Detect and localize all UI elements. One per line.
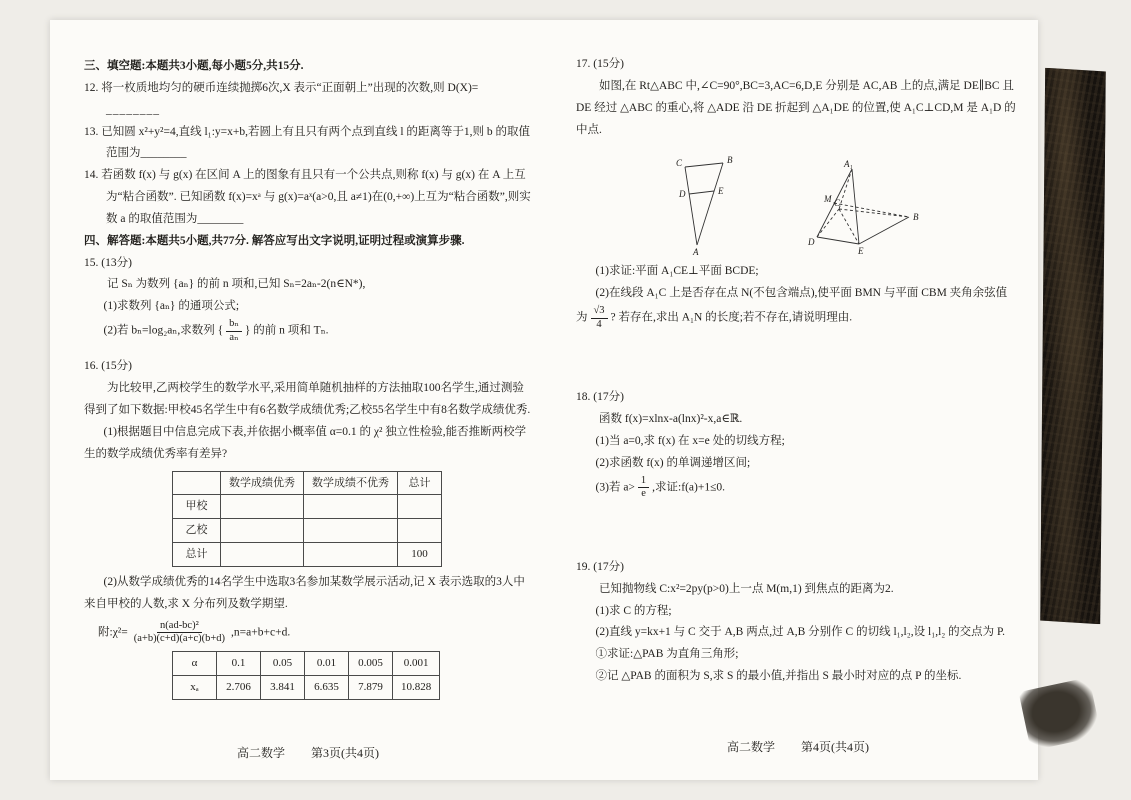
- table-cell: 乙校: [173, 519, 221, 543]
- question-16-part1: (1)根据题目中信息完成下表,并依据小概率值 α=0.1 的 χ² 独立性检验,能否推断两校学生的数学成绩优秀率有差异?: [84, 425, 527, 460]
- fraction-denominator: (a+b)(c+d)(a+c)(b+d): [133, 633, 226, 645]
- question-15-part1: (1)求数列 {aₙ} 的通项公式;: [103, 300, 240, 313]
- table-header-row: [173, 471, 442, 495]
- table-cell: [398, 519, 442, 543]
- page-4-footer: [576, 738, 1020, 755]
- question-15-intro: 记 Sₙ 为数列 {aₙ} 的前 n 项和,已知 Sₙ=2aₙ-2(n∈N*),: [107, 278, 366, 291]
- label-M: M: [824, 194, 832, 205]
- formula-post: ,n=a+b+c+d.: [231, 626, 291, 639]
- table-cell: 10.828: [393, 675, 440, 699]
- fraction-bn-over-an: [226, 318, 242, 344]
- question-18-intro: 函数 f(x)=xlnx-a(lnx)²-x,a∈ℝ.: [599, 413, 743, 426]
- question-12-answer-blank: ________: [106, 103, 160, 116]
- question-14: 14. 若函数 f(x) 与 g(x) 在区间 A 上的图象有且只有一个公共点,则称 f(x) 与 g(x) 在 A 上互为“粘合函数”. 已知函数 f(x)=xᵃ 与 g(x)=aˣ(a>0,且 a≠1)在(0,+∞)上互为“粘合函数”,则实数 a 的取值范围为________: [84, 169, 531, 225]
- question-16-part2: (2)从数学成绩优秀的14名学生中选取3名参加某数学展示活动,记 X 表示选取的3人中来自甲校的人数,求 X 分布列及数学期望.: [84, 576, 525, 610]
- q18-part3-pre: (3)若 a>: [595, 481, 635, 494]
- table-cell: 总计: [173, 543, 221, 567]
- table-cell: [221, 543, 304, 567]
- table-cell: [221, 519, 304, 543]
- table-cell: [398, 495, 442, 519]
- table-row: [173, 519, 442, 543]
- question-18-part1: (1)当 a=0,求 f(x) 在 x=e 处的切线方程;: [595, 434, 785, 447]
- label-C: C: [676, 158, 683, 169]
- table-cell: 0.1: [217, 651, 261, 675]
- label-D: D: [679, 189, 686, 200]
- table-cell: α: [173, 651, 217, 675]
- question-18-title: 18. (17分): [576, 391, 624, 404]
- label-C: C: [834, 198, 841, 209]
- table-cell: 6.635: [305, 675, 349, 699]
- question-17-part2-line2: [576, 305, 1020, 331]
- table-row: [173, 675, 440, 699]
- question-18-part2: (2)求函数 f(x) 的单调递增区间;: [595, 456, 751, 469]
- label-D: D: [808, 237, 815, 248]
- fraction-1-over-e: [638, 475, 649, 501]
- table-cell: [173, 471, 221, 495]
- chi-square-formula: [84, 620, 532, 646]
- table-cell: 数学成绩不优秀: [304, 471, 398, 495]
- label-E: E: [718, 186, 724, 197]
- q18-part3-post: ,求证:f(a)+1≤0.: [652, 481, 726, 494]
- fraction-denominator: aₙ: [229, 331, 239, 343]
- question-19-part2a: ①求证:△PAB 为直角三角形;: [595, 648, 739, 661]
- fraction-numerator: bₙ: [226, 318, 242, 332]
- table-cell: 总计: [398, 471, 442, 495]
- question-19-intro: 已知抛物线 C:x²=2py(p>0)上一点 M(m,1) 到焦点的距离为2.: [599, 582, 894, 595]
- table-cell: [304, 519, 398, 543]
- table-cell: 数学成绩优秀: [221, 471, 304, 495]
- question-19-part2b: ②记 △PAB 的面积为 S,求 S 的最小值,并指出 S 最小时对应的点 P 的坐标.: [595, 670, 962, 683]
- table-cell: 0.001: [393, 651, 440, 675]
- page-4-column: [576, 54, 1020, 688]
- footer-page-number: 第3页(共4页): [311, 746, 379, 760]
- triangle-figure: [669, 153, 739, 257]
- table-row: [173, 495, 442, 519]
- chi-square-fraction: [131, 620, 228, 646]
- table-cell: 100: [398, 543, 442, 567]
- question-12: 12. 将一枚质地均匀的硬币连续抛掷6次,X 表示“正面朝上”出现的次数,则 D(X)=: [84, 81, 479, 94]
- table-cell: [304, 495, 398, 519]
- critical-value-table: [172, 651, 440, 700]
- q15-part2-pre: (2)若 bₙ=log₂aₙ,求数列 {: [103, 324, 224, 337]
- table-cell: 0.05: [261, 651, 305, 675]
- question-17-figures: [576, 149, 1020, 257]
- q17-part2-post: ? 若存在,求出 A₁N 的长度;若不存在,请说明理由.: [610, 311, 853, 324]
- table-row: [173, 651, 440, 675]
- label-A: A: [693, 247, 699, 258]
- page-3-footer: [84, 744, 532, 761]
- fraction-denominator: e: [641, 488, 646, 500]
- fraction-denominator: 4: [596, 318, 602, 330]
- footer-subject: 高二数学: [236, 746, 285, 760]
- fraction-numerator: n(ad-bc)²: [157, 620, 202, 634]
- section-3-heading: 三、填空题:本题共3小题,每小题5分,共15分.: [84, 60, 304, 72]
- table-cell: 7.879: [349, 675, 393, 699]
- question-19-part1: (1)求 C 的方程;: [595, 604, 672, 617]
- question-17-title: 17. (15分): [576, 58, 624, 70]
- fraction-numerator: 1: [638, 475, 649, 489]
- label-E: E: [858, 246, 864, 257]
- table-cell: [304, 543, 398, 567]
- table-cell: [221, 495, 304, 519]
- question-15-title: 15. (13分): [84, 256, 132, 269]
- scan-artifact-band: [1040, 68, 1106, 624]
- question-19-title: 19. (17分): [576, 560, 624, 573]
- question-17-part2-line1: (2)在线段 A₁C 上是否存在点 N(不包含端点),使平面 BMN 与平面 CBM 夹角余弦值: [595, 287, 1008, 300]
- question-18-part3: [576, 475, 1020, 501]
- table-cell: xₐ: [173, 675, 217, 699]
- table-row: [173, 543, 442, 567]
- table-cell: 0.005: [349, 651, 393, 675]
- footer-page-number: 第4页(共4页): [801, 740, 869, 754]
- question-13: 13. 已知圆 x²+y²=4,直线 l₁:y=x+b,若圆上有且只有两个点到直线 l 的距离等于1,则 b 的取值范围为________: [84, 125, 531, 160]
- footer-subject: 高二数学: [726, 740, 775, 754]
- question-17-part1: (1)求证:平面 A₁CE⊥平面 BCDE;: [595, 265, 759, 278]
- question-15-part2: [84, 318, 532, 344]
- question-16-intro: 为比较甲,乙两校学生的数学水平,采用简单随机抽样的方法抽取100名学生,通过测验得到了如下数据:甲校45名学生中有6名数学成绩优秀;乙校55名学生中有8名数学成绩优秀.: [84, 382, 531, 416]
- fraction-numerator: √3: [591, 305, 608, 319]
- q17-part2-pre: 为: [576, 311, 588, 324]
- section-4-heading: 四、解答题:本题共5小题,共77分. 解答应写出文字说明,证明过程或演算步骤.: [84, 234, 465, 247]
- question-16-title: 16. (15分): [84, 360, 132, 373]
- question-17-intro: 如图,在 Rt△ABC 中,∠C=90°,BC=3,AC=6,D,E 分别是 AC,AB 上的点,满足 DE∥BC 且 DE 经过 △ABC 的重心,将 △ADE 沿 DE 折起到 △A₁DE 的位置,使 A₁C⊥CD,M 是 A₁D 的中点.: [576, 79, 1016, 136]
- contingency-table: [172, 471, 442, 568]
- label-B: B: [727, 155, 733, 166]
- page-3-column: [84, 56, 532, 705]
- table-cell: 2.706: [217, 675, 261, 699]
- fraction-sqrt3-over-4: [591, 305, 608, 331]
- table-cell: 0.01: [305, 651, 349, 675]
- table-cell: 3.841: [261, 675, 305, 699]
- table-cell: 甲校: [173, 495, 221, 519]
- label-A1: A₁: [844, 159, 853, 170]
- folded-solid-figure: [797, 157, 927, 257]
- formula-pre: 附:χ²=: [98, 626, 128, 639]
- label-B: B: [913, 212, 919, 223]
- q15-part2-post: } 的前 n 项和 Tₙ.: [244, 324, 329, 337]
- question-19-part2: (2)直线 y=kx+1 与 C 交于 A,B 两点,过 A,B 分别作 C 的切线 l₁,l₂,设 l₁,l₂ 的交点为 P.: [595, 626, 1006, 639]
